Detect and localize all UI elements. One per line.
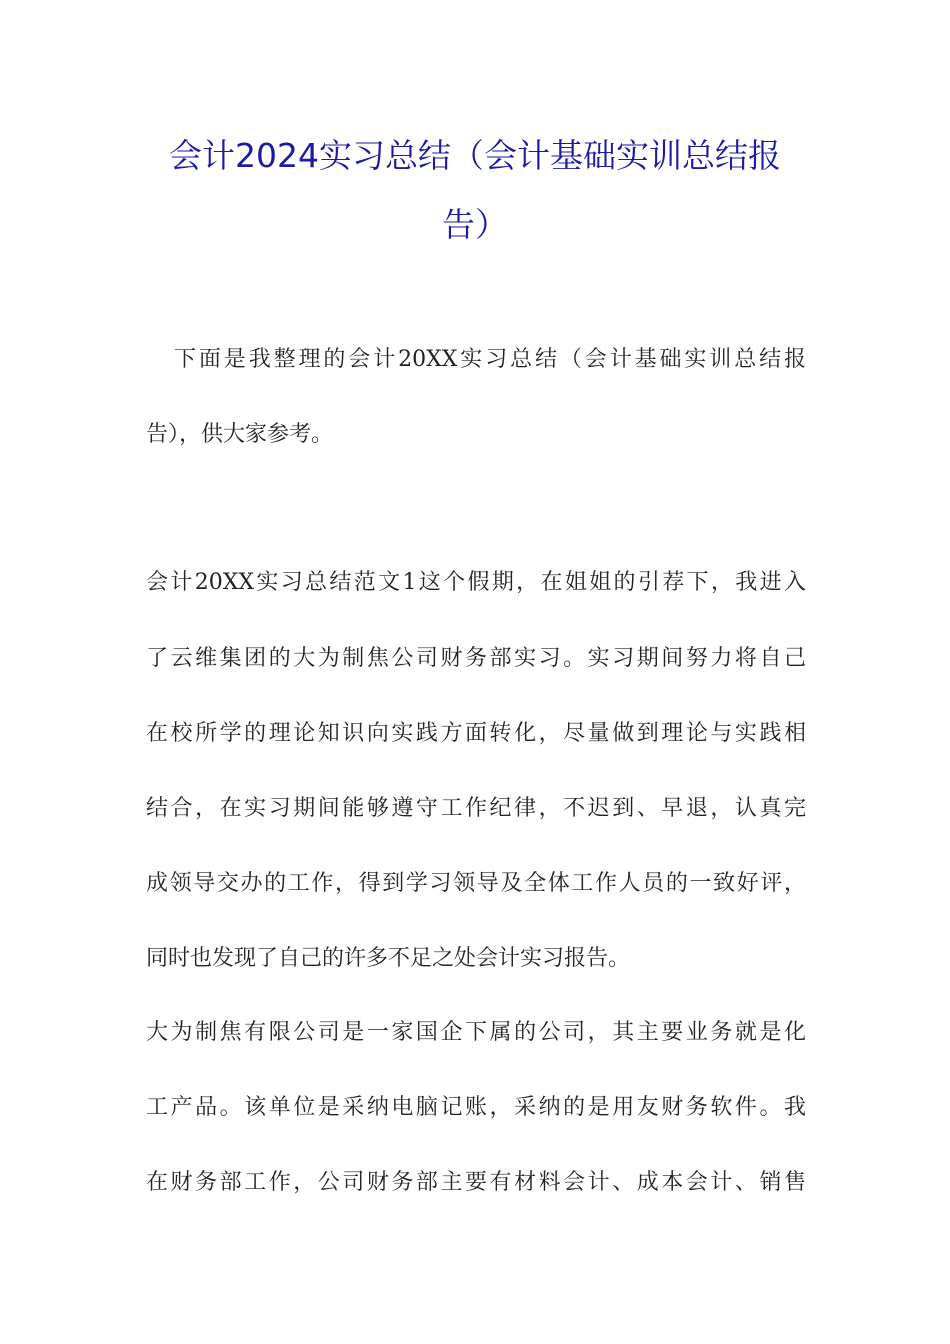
intro-line-1: 下面是我整理的会计20XX实习总结（会计基础实训总结报 (174, 347, 806, 372)
document-title-line-1: 会计2024实习总结（会计基础实训总结报 (169, 136, 781, 175)
paragraph1-line-2: 了云维集团的大为制焦公司财务部实习。实习期间努力将自己 (146, 646, 806, 671)
paragraph2-line-3: 在财务部工作，公司财务部主要有材料会计、成本会计、销售 (146, 1170, 806, 1195)
paragraph1-line-5: 成领导交办的工作，得到学习领导及全体工作人员的一致好评， (146, 871, 806, 896)
paragraph1-line-4: 结合，在实习期间能够遵守工作纪律，不迟到、早退，认真完 (146, 796, 806, 821)
paragraph1-line-1: 会计20XX实习总结范文1这个假期，在姐姐的引荐下，我进入 (146, 570, 806, 595)
document-title-line-2: 告） (442, 205, 508, 244)
paragraph1-line-6: 同时也发现了自己的许多不足之处会计实习报告。 (146, 946, 631, 971)
paragraph1-line-3: 在校所学的理论知识向实践方面转化，尽量做到理论与实践相 (146, 721, 806, 746)
paragraph2-line-2: 工产品。该单位是采纳电脑记账，采纳的是用友财务软件。我 (146, 1095, 806, 1120)
intro-line-2: 告），供大家参考。 (146, 422, 334, 447)
paragraph2-line-1: 大为制焦有限公司是一家国企下属的公司，其主要业务就是化 (146, 1020, 806, 1045)
